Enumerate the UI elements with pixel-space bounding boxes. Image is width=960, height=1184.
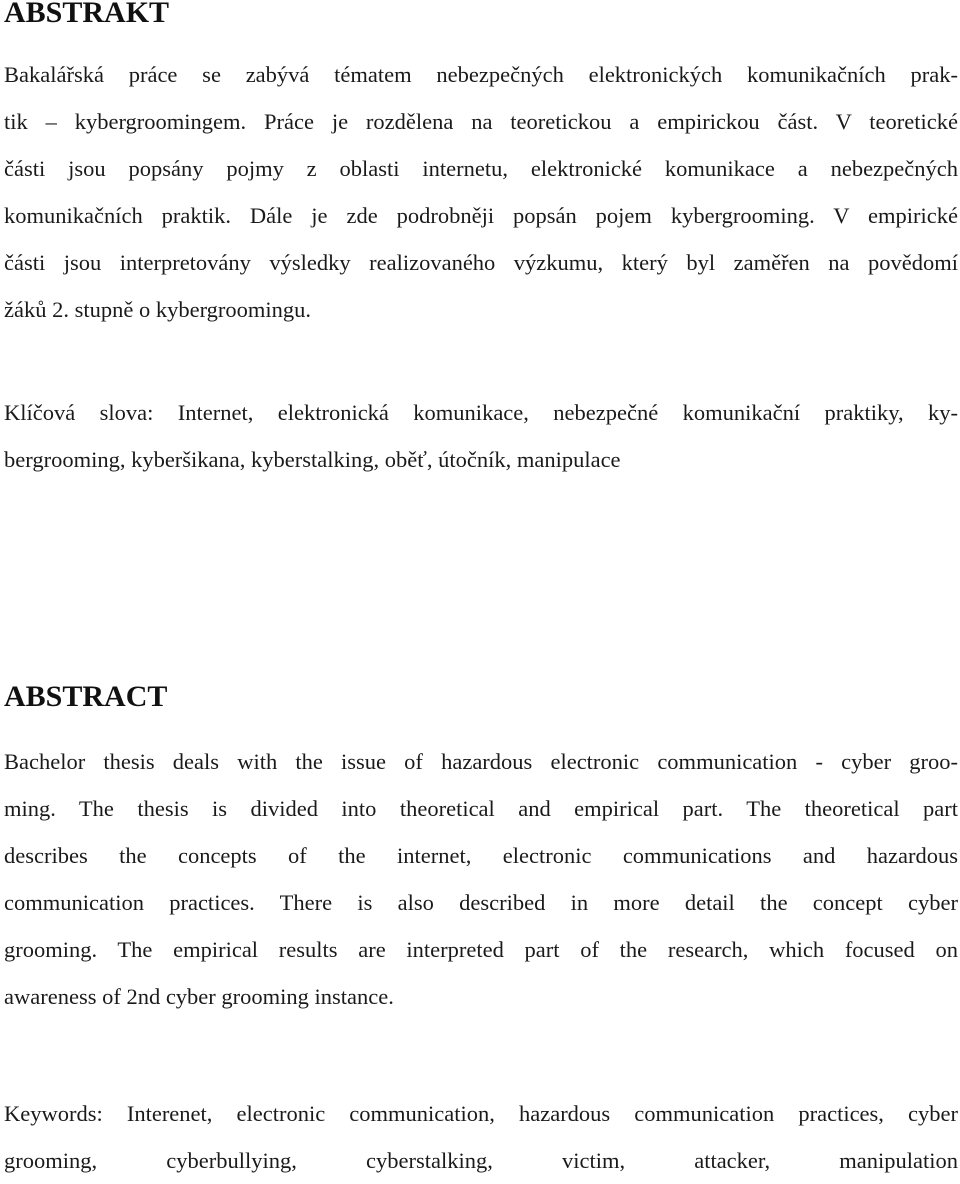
keywords-line: Klíčová slova: Internet, elektronická komunikace, nebezpečné komunikační praktiky, ky- [4,400,958,425]
keywords-line: grooming, cyberbullying, cyberstalking, victim, attacker, manipulation [4,1148,958,1173]
abstract-line: Bachelor thesis deals with the issue of hazardous electronic communication - cyber groo- [4,749,958,774]
abstract-line: communication practices. There is also described in more detail the concept cyber [4,890,958,915]
abstract-line: části jsou popsány pojmy z oblasti internetu, elektronické komunikace a nebezpečných [4,156,958,181]
keywords-paragraph-english [4,1090,958,1184]
abstract-line: Bakalářská práce se zabývá tématem nebezpečných elektronických komunikačních prak- [4,62,958,87]
abstract-paragraph-english [4,738,958,1020]
abstract-line: komunikačních praktik. Dále je zde podrobněji popsán pojem kybergrooming. V empirické [4,203,958,228]
abstract-line: žáků 2. stupně o kybergroomingu. [4,297,312,322]
abstract-line: describes the concepts of the internet, electronic communications and hazardous [4,843,958,868]
abstract-line: ming. The thesis is divided into theoretical and empirical part. The theoretical part [4,796,958,821]
abstract-heading-czech: ABSTRAKT [4,0,170,29]
keywords-line: Keywords: Interenet, electronic communication, hazardous communication practices, cyber [4,1101,958,1126]
abstract-line: awareness of 2nd cyber grooming instance. [4,984,394,1009]
keywords-paragraph-czech [4,389,958,483]
abstract-line: tik – kybergroomingem. Práce je rozdělena na teoretickou a empirickou část. V teoretické [4,109,958,134]
abstract-paragraph-czech [4,51,958,333]
abstract-line: grooming. The empirical results are interpreted part of the research, which focused on [4,937,958,962]
abstract-heading-english: ABSTRACT [4,680,168,713]
abstract-line: části jsou interpretovány výsledky realizovaného výzkumu, který byl zaměřen na povědomí [4,250,958,275]
keywords-line: bergrooming, kyberšikana, kyberstalking, oběť, útočník, manipulace [4,447,621,472]
